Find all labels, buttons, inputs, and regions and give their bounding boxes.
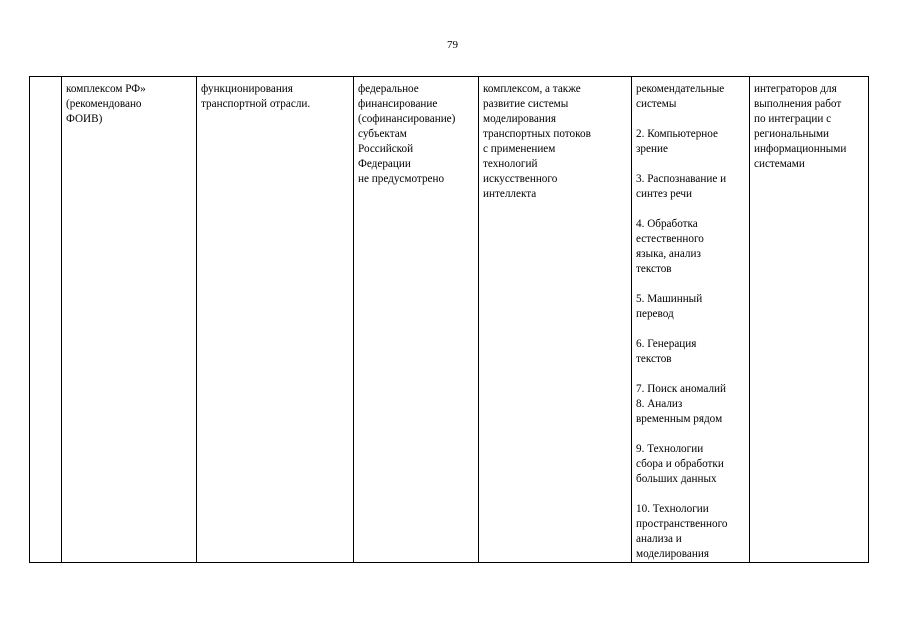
cell-line: комплексом, а также [483, 83, 581, 95]
cell-line: информационными [754, 143, 847, 155]
cell-line: транспортных потоков [483, 128, 591, 140]
table-cell-technologies [632, 77, 750, 563]
cell-line: 5. Машинный [636, 293, 703, 305]
technology-list-item [636, 127, 745, 157]
technology-list-item [636, 172, 745, 202]
cell-line: перевод [636, 308, 674, 320]
cell-line: моделирования [483, 113, 556, 125]
cell-line: по интеграции с [754, 113, 832, 125]
cell-line: Российской [358, 143, 414, 155]
technology-list-item [636, 217, 745, 277]
cell-line: пространственного [636, 518, 728, 530]
cell-line: 9. Технологии [636, 443, 704, 455]
table-cell-purpose [197, 77, 354, 563]
cell-line: искусственного [483, 173, 558, 185]
technology-list-item [636, 382, 745, 397]
cell-line: развитие системы [483, 98, 569, 110]
table-cell-funding [354, 77, 479, 563]
table-cell-integrators [750, 77, 869, 563]
technology-list-item [636, 337, 745, 367]
technology-list-item [636, 502, 745, 562]
cell-line: текстов [636, 353, 672, 365]
cell-line: моделирования [636, 548, 709, 560]
cell-line: (софинансирование) [358, 113, 456, 125]
technology-list-item [636, 292, 745, 322]
cell-line: выполнения работ [754, 98, 842, 110]
cell-line: комплексом РФ» [66, 83, 146, 95]
cell-line: языка, анализ [636, 248, 701, 260]
cell-line: (рекомендовано [66, 98, 142, 110]
cell-line: не предусмотрено [358, 173, 445, 185]
cell-line: с применением [483, 143, 556, 155]
document-table [29, 76, 869, 563]
page-number: 79 [447, 39, 458, 51]
cell-line: интеллекта [483, 188, 537, 200]
technology-list-item [636, 442, 745, 487]
cell-line: транспортной отрасли. [201, 98, 311, 110]
cell-line: ФОИВ) [66, 113, 103, 125]
cell-line: текстов [636, 263, 672, 275]
cell-line: естественного [636, 233, 704, 245]
cell-line: больших данных [636, 473, 717, 485]
cell-line: системы [636, 98, 677, 110]
table-cell-source [62, 77, 197, 563]
cell-line: анализа и [636, 533, 682, 545]
cell-line: 3. Распознавание и [636, 173, 727, 185]
cell-line: 10. Технологии [636, 503, 709, 515]
cell-line: 2. Компьютерное [636, 128, 718, 140]
table-cell-description [479, 77, 632, 563]
cell-line: синтез речи [636, 188, 693, 200]
cell-line: субъектам [358, 128, 407, 140]
cell-line: 7. Поиск аномалий [636, 383, 727, 395]
cell-line: финансирование [358, 98, 438, 110]
technology-list-item [636, 397, 745, 427]
cell-line: региональными [754, 128, 830, 140]
cell-line: интеграторов для [754, 83, 837, 95]
cell-line: рекомендательные [636, 83, 725, 95]
cell-line: функционирования [201, 83, 293, 95]
cell-line: федеральное [358, 83, 419, 95]
cell-line: системами [754, 158, 805, 170]
cell-line: Федерации [358, 158, 411, 170]
cell-line: временным рядом [636, 413, 723, 425]
cell-line: зрение [636, 143, 668, 155]
cell-line: 8. Анализ [636, 398, 683, 410]
cell-line: 4. Обработка [636, 218, 698, 230]
table-row [30, 77, 869, 563]
cell-line: 6. Генерация [636, 338, 697, 350]
table-cell-index [30, 77, 62, 563]
cell-line: технологий [483, 158, 538, 170]
technology-list-item [636, 82, 745, 112]
cell-line: сбора и обработки [636, 458, 724, 470]
